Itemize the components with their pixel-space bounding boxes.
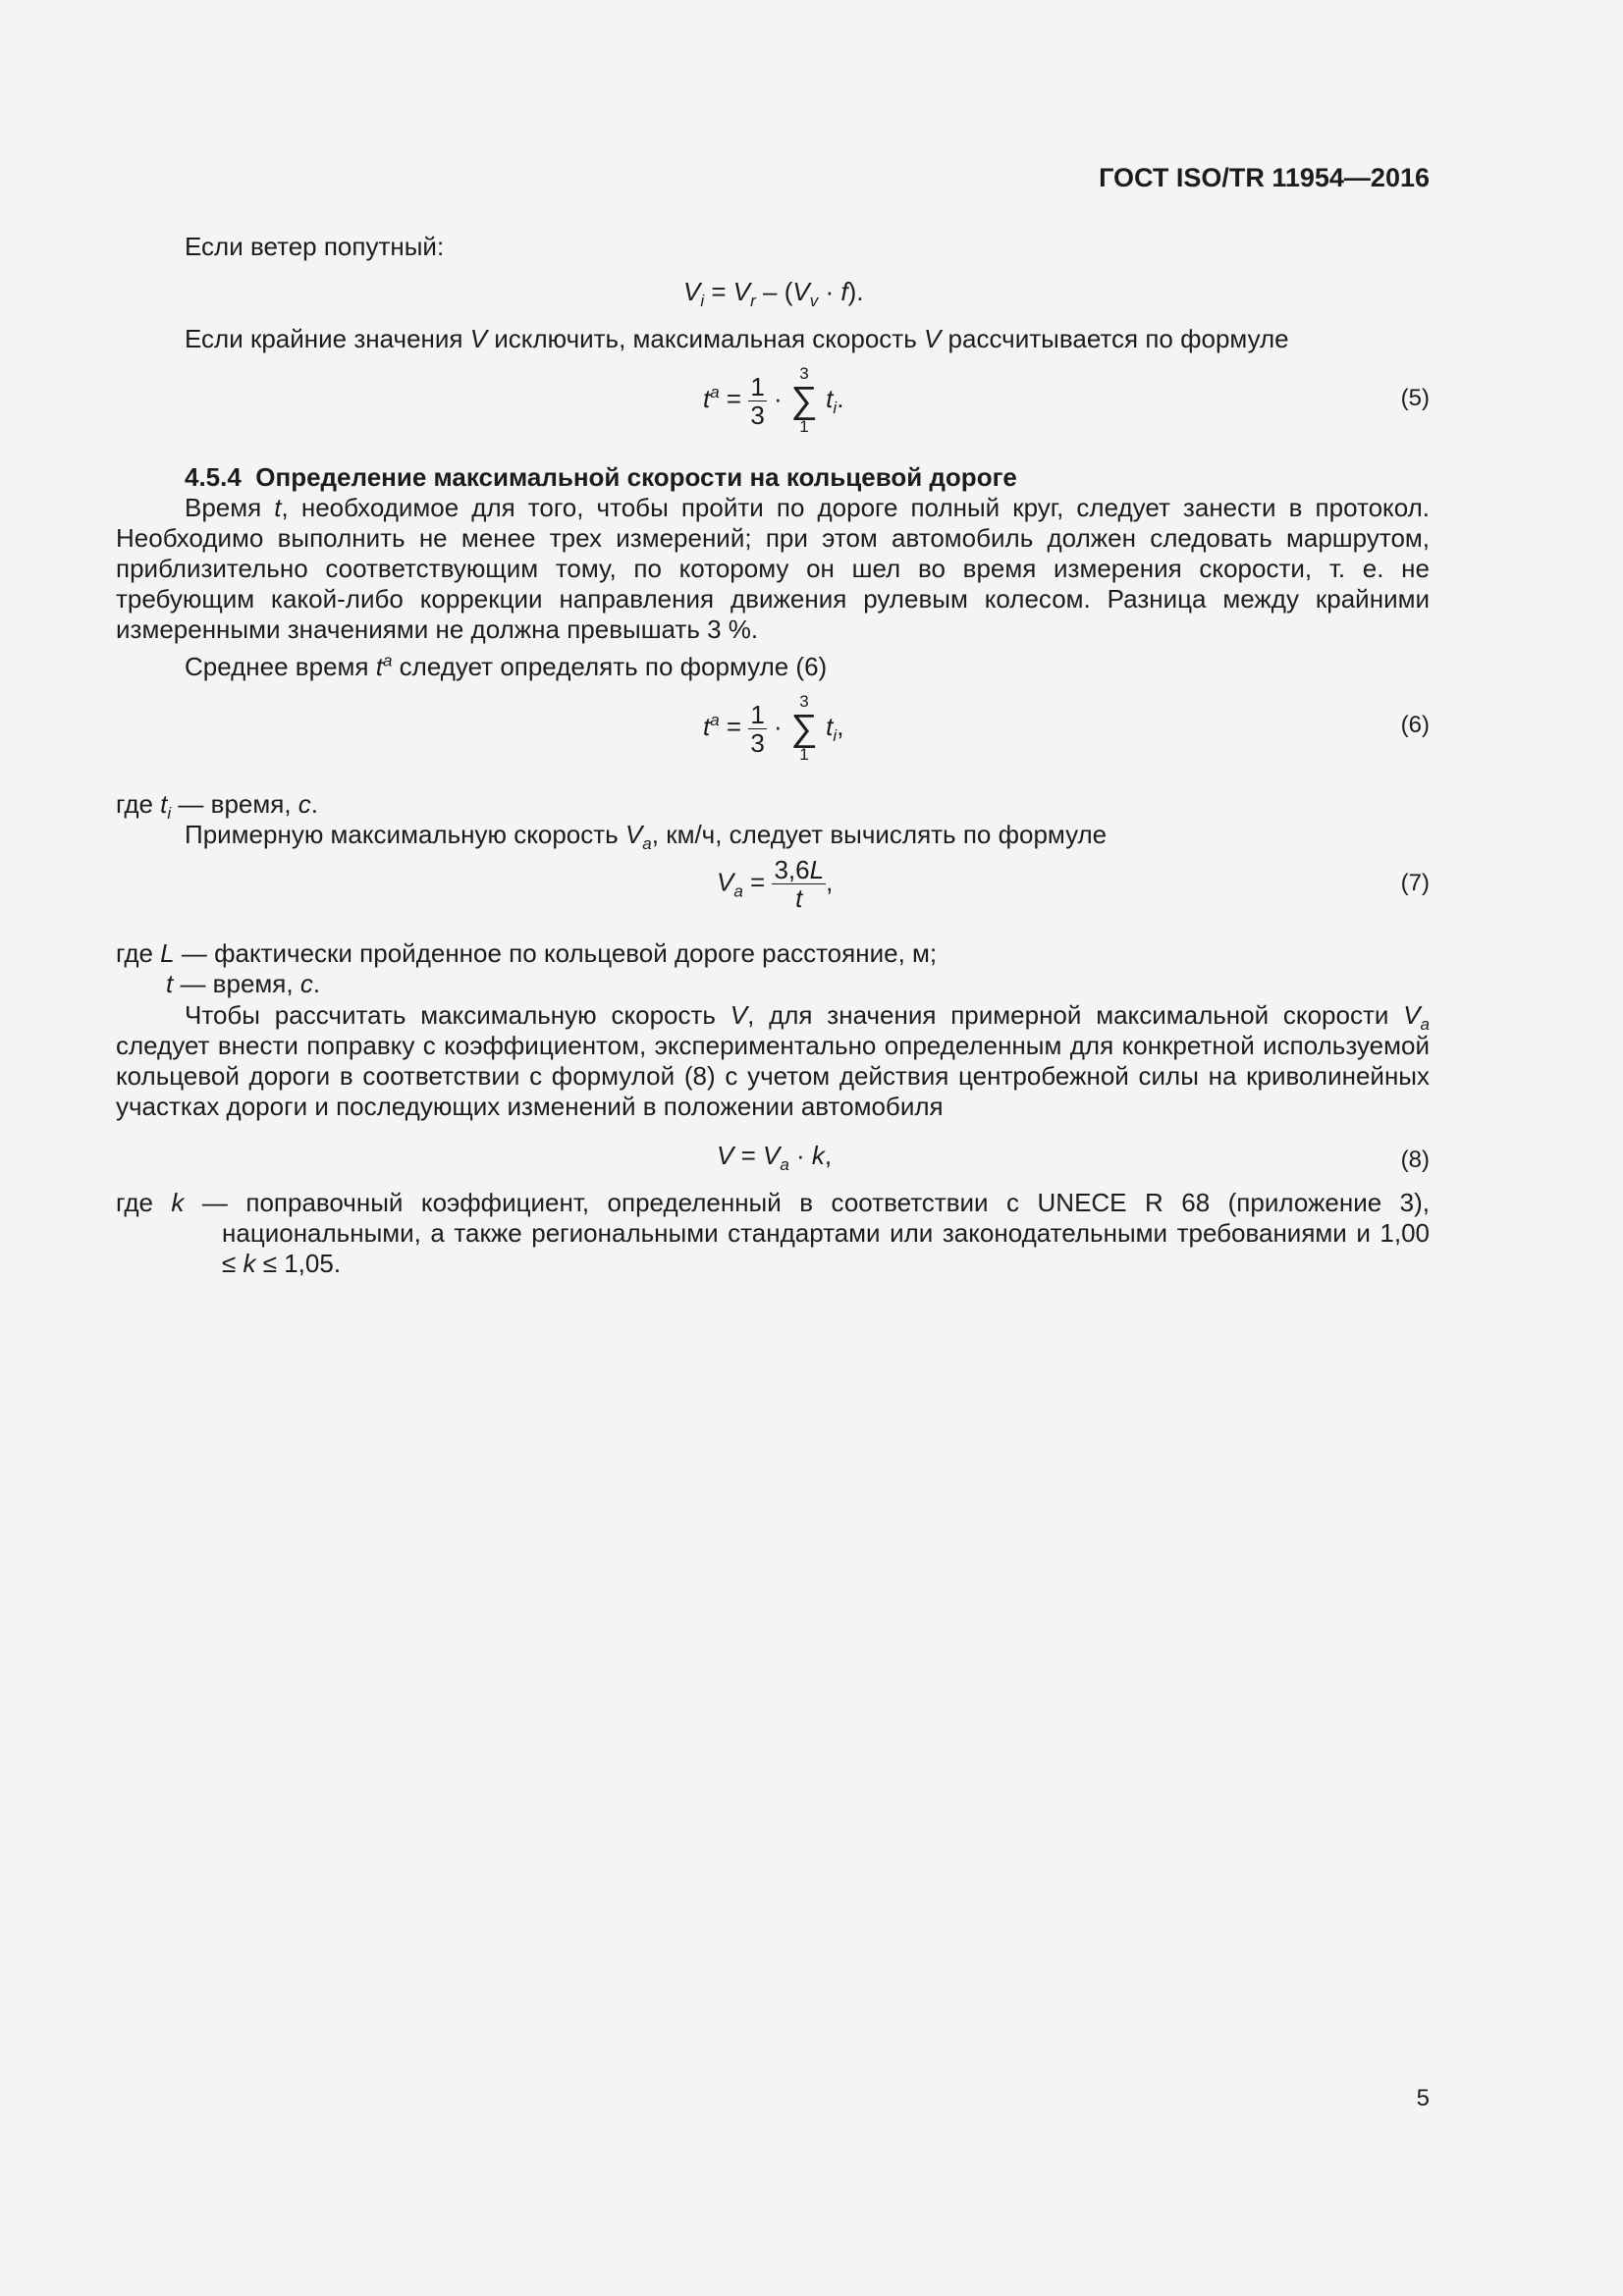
paragraph-lap-time: Время t, необходимое для того, чтобы пройти по дороге полный круг, следует занести в протокол. Необходимо выполнить не менее трех измерений; при этом автомобиль должен следовать маршрутом, приблизительно соответствующим тому, по которому он шел во время измерения скорости, т. е. не требующим какой-либо коррекции направления движения рулевым колесом. Разница между крайними измеренными значениями не должна превышать 3 %. (116, 493, 1430, 644)
equation-7: $V_a$ = $\frac{3,6L}{t}$ , (717, 855, 834, 913)
paragraph-average-time: Среднее время $t^a$ следует определять по формуле (6) (185, 651, 828, 681)
page-number: 5 (1416, 2085, 1430, 2111)
sum-symbol: 3 ∑ 1 (790, 364, 818, 436)
fraction-distance-time: $\frac{3,6L}{t}$ (774, 855, 825, 913)
equation-5: $t^a$ = $\frac{1}{3}$ · 3 ∑ 1 $t_i$. (703, 364, 844, 436)
where-time: где $t_i$ — время, c. (116, 789, 319, 824)
paragraph-tailwind: Если ветер попутный: (185, 232, 445, 261)
where-coefficient: где k — поправочный коэффициент, определенный в соответствии с UNECE R 68 (приложение 3), национальными, а также региональными стандартами или законодательными требованиями и 1,00 ≤ k ≤ 1,05. (116, 1188, 1430, 1278)
equation-number-7: (7) (1400, 870, 1430, 896)
document-id-header: ГОСТ ISO/TR 11954—2016 (1099, 163, 1430, 192)
sum-symbol: 3 ∑ 1 (790, 692, 818, 764)
equation-6: $t^a$ = $\frac{1}{3}$ · 3 ∑ 1 $t_i$, (703, 692, 844, 764)
equation-number-5: (5) (1400, 385, 1430, 411)
equation-number-8: (8) (1400, 1147, 1430, 1173)
paragraph-approx-speed: Примерную максимальную скорость $V_a$, км/ч, следует вычислять по формуле (185, 820, 1108, 854)
equation-tailwind: $V_i = V_r - (V_v \cdot f)$. (683, 277, 864, 311)
fraction-one-third: $\frac{1}{3}$ (750, 699, 765, 758)
paragraph-correction: Чтобы рассчитать максимальную скорость V, для значения примерной максимальной скорости $V_a$ следует внести поправку с коэффициентом, экспериментально определенным для конкретной используемой кольцевой дороги в соответствии с формулой (8) с учетом действия центробежной силы на криволинейных участках дороги и последующих изменений в положении автомобиля (116, 1000, 1430, 1121)
equation-8: $V = V_a \cdot k$, (717, 1141, 833, 1175)
fraction-one-third: $\frac{1}{3}$ (750, 371, 765, 430)
where-time-2: t — время, c. (166, 969, 321, 998)
section-heading: 4.5.4 Определение максимальной скорости на кольцевой дороге (185, 462, 1017, 492)
paragraph-extreme-values: Если крайние значения V исключить, максимальная скорость V рассчитывается по формуле (185, 324, 1289, 353)
where-distance: где L — фактически пройденное по кольцевой дороге расстояние, м; (116, 938, 938, 968)
equation-number-6: (6) (1400, 712, 1430, 738)
